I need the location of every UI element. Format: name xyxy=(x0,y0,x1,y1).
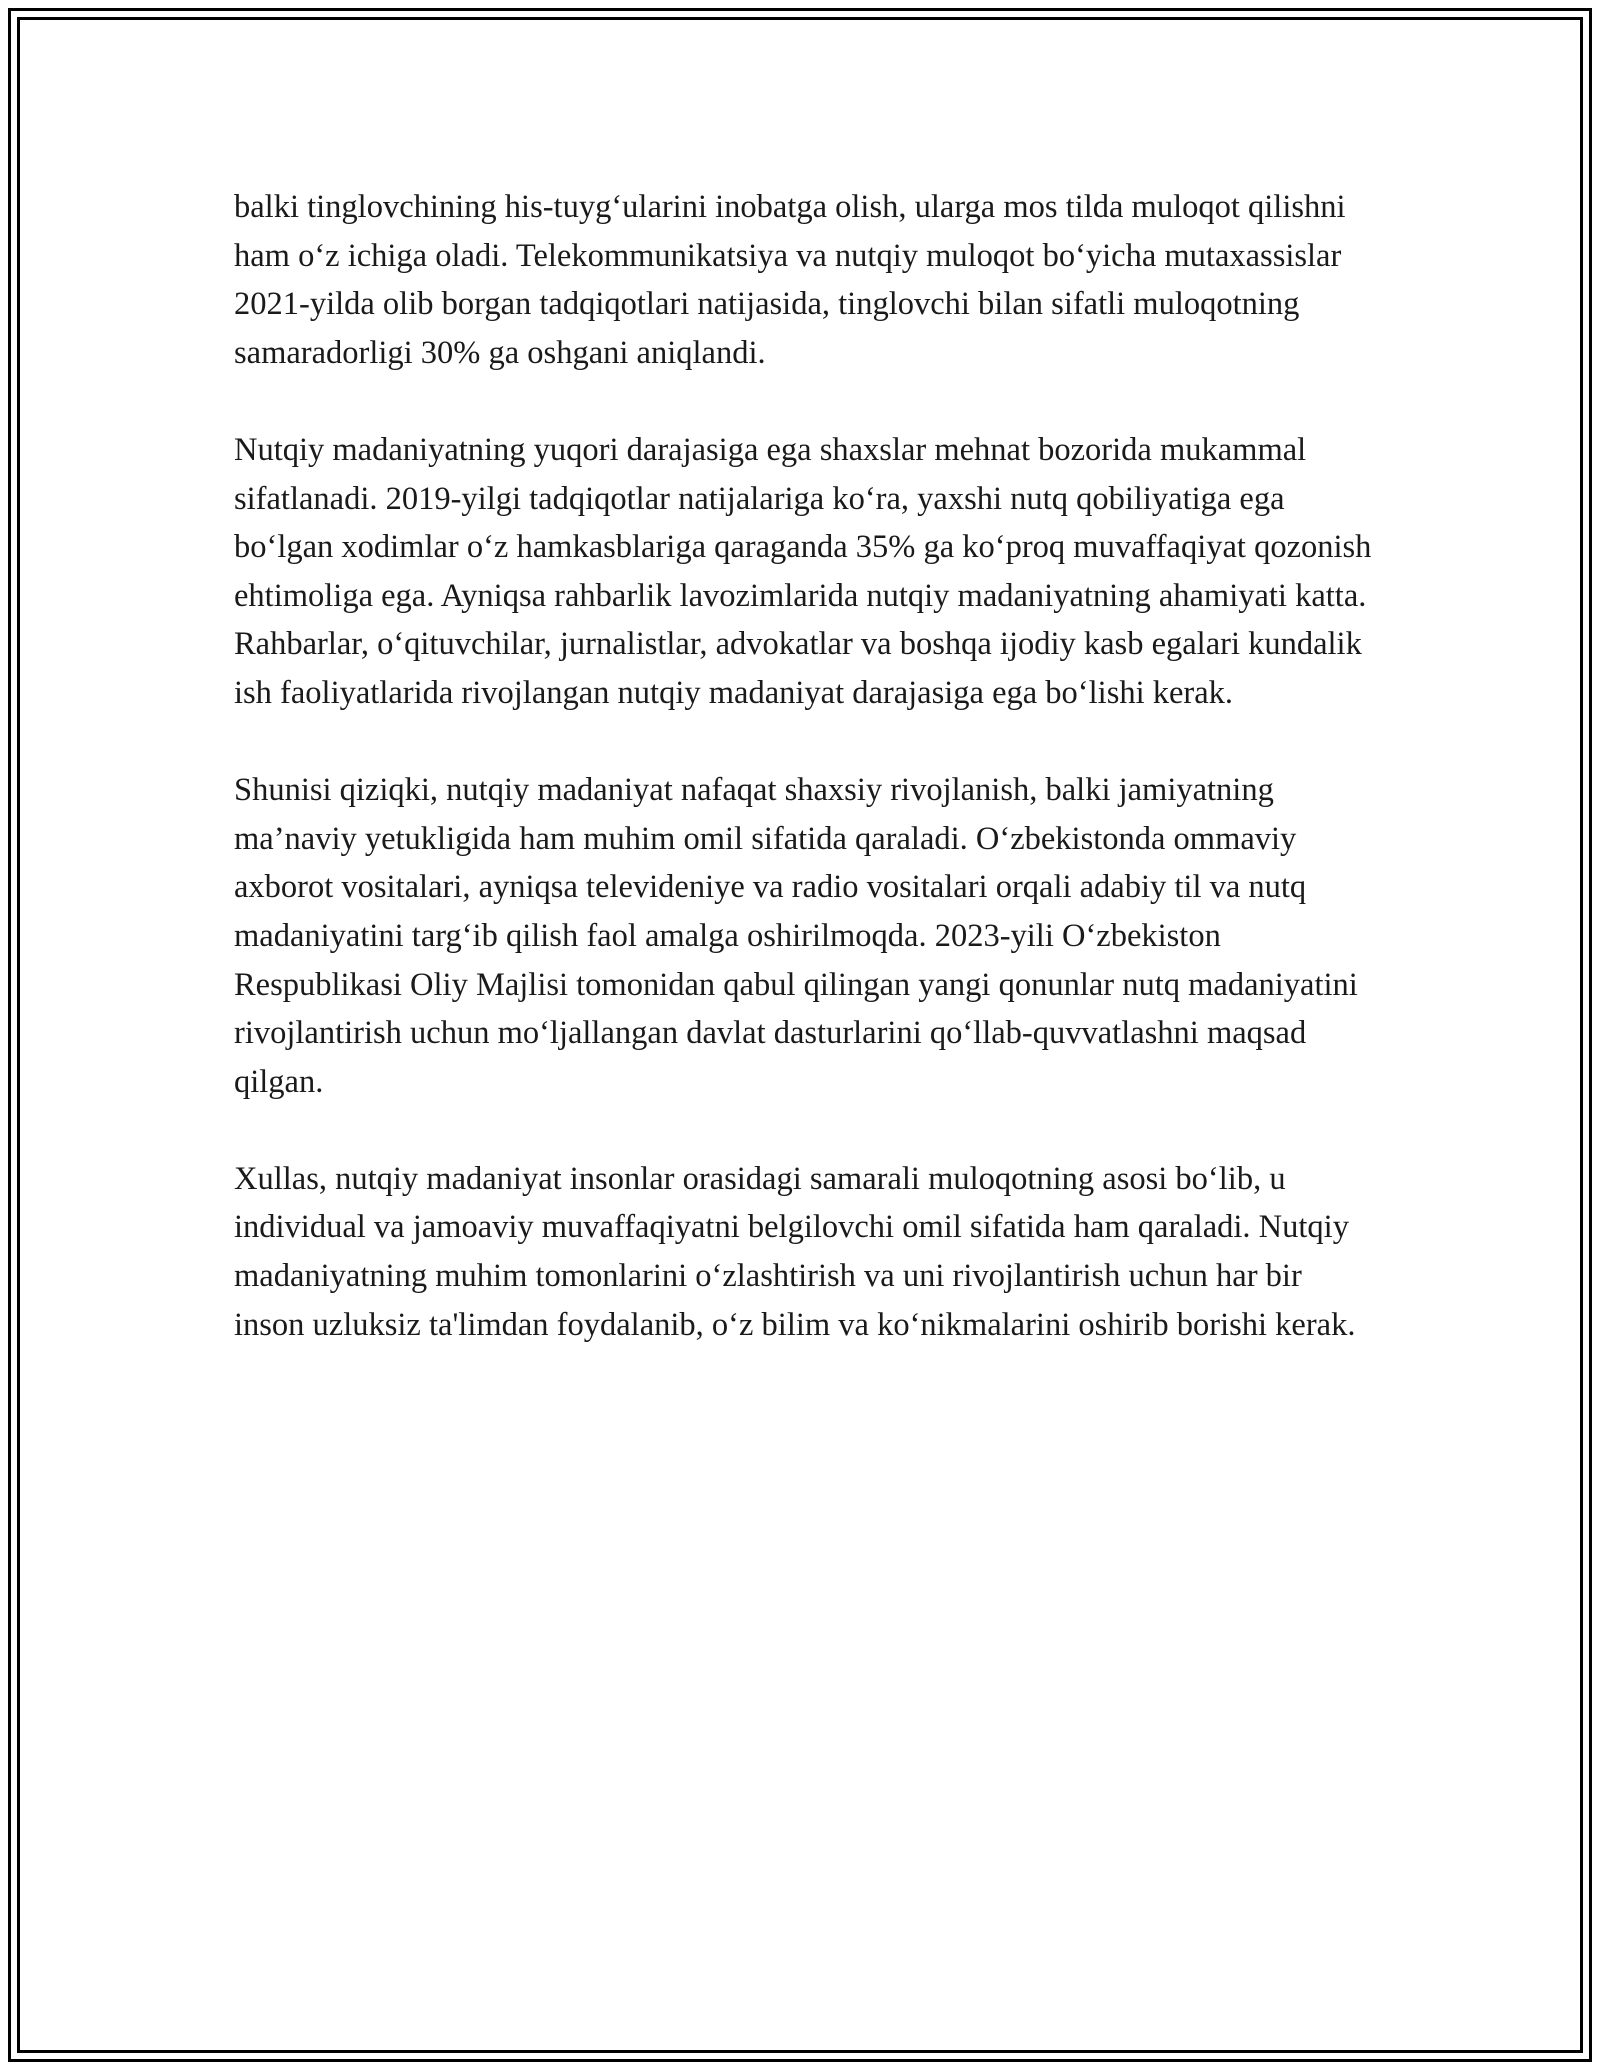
paragraph-1: balki tinglovchining his-tuyg‘ularini inobatga olish, ularga mos tilda muloqot qilishni ham o‘z ichiga oladi. Telekommunikatsiya va nutqiy muloqot bo‘yicha mutaxassislar 2021-yilda olib borgan tadqiqotlari natijasida, tinglovchi bilan sifatli muloqotning samaradorligi 30% ga oshgani aniqlandi. xyxy=(234,189,1346,371)
document-body xyxy=(234,183,1374,1398)
paragraph-3: Shunisi qiziqki, nutqiy madaniyat nafaqat shaxsiy rivojlanish, balki jamiyatning ma’naviy yetukligida ham muhim omil sifatida qaraladi. O‘zbekistonda ommaviy axborot vositalari, ayniqsa televideniye va radio vositalari orqali adabiy til va nutq madaniyatini targ‘ib qilish faol amalga oshirilmoqda. 2023-yili O‘zbekiston Respublikasi Oliy Majlisi tomonidan qabul qilingan yangi qonunlar nutq madaniyatini rivojlantirish uchun mo‘ljallangan davlat dasturlarini qo‘llab-quvvatlashni maqsad qilgan. xyxy=(234,772,1358,1100)
paragraph-2: Nutqiy madaniyatning yuqori darajasiga ega shaxslar mehnat bozorida mukammal sifatlanadi. 2019-yilgi tadqiqotlar natijalariga ko‘ra, yaxshi nutq qobiliyatiga ega bo‘lgan xodimlar o‘z hamkasblariga qaraganda 35% ga ko‘proq muvaffaqiyat qozonish ehtimoliga ega. Ayniqsa rahbarlik lavozimlarida nutqiy madaniyatning ahamiyati katta. Rahbarlar, o‘qituvchilar, jurnalistlar, advokatlar va boshqa ijodiy kasb egalari kundalik ish faoliyatlarida rivojlangan nutqiy madaniyat darajasiga ega bo‘lishi kerak. xyxy=(234,431,1372,711)
paragraph-4: Xullas, nutqiy madaniyat insonlar orasidagi samarali muloqotning asosi bo‘lib, u individual va jamoaviy muvaffaqiyatni belgilovchi omil sifatida ham qaraladi. Nutqiy madaniyatning muhim tomonlarini o‘zlashtirish va uni rivojlantirish uchun har bir inson uzluksiz ta'limdan foydalanib, o‘z bilim va ko‘nikmalarini oshirib borishi kerak. xyxy=(234,1160,1356,1343)
